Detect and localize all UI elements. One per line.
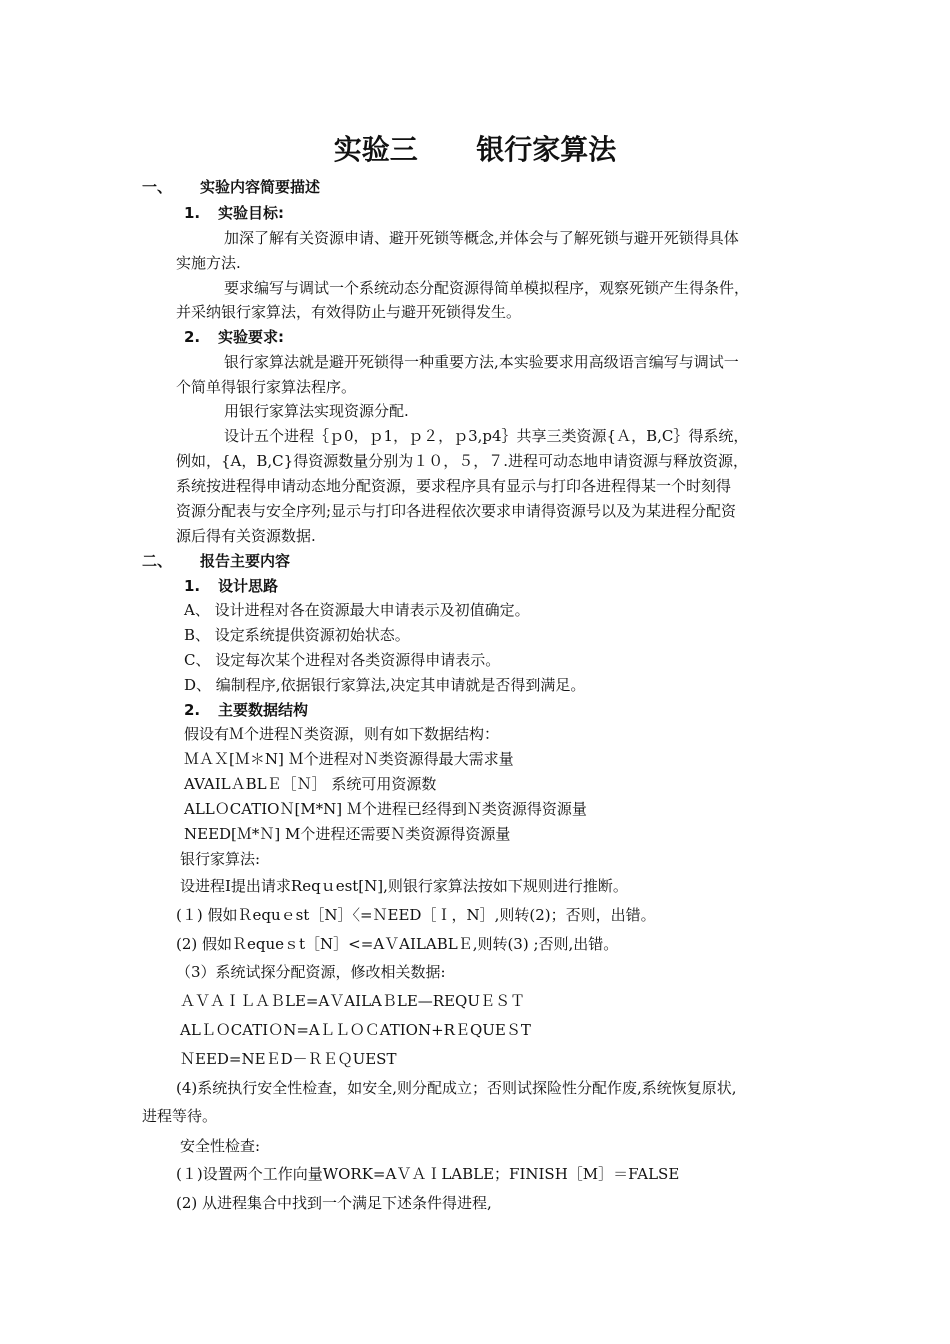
paragraph-line: 设计五个进程｛ｐ0，ｐ1，ｐ２，ｐ3,p4｝共享三类资源{Ａ，B,C｝得系统， [224, 427, 749, 445]
section-2-number: 二、 [142, 552, 173, 570]
paragraph-line: 资源分配表与安全序列;显示与打印各进程依次要求申请得资源号以及为某进程分配资 [176, 502, 737, 520]
section-1-number: 一、 [142, 178, 173, 196]
page-title: 实验三 银行家算法 [333, 133, 617, 166]
paragraph-line: 实施方法. [176, 254, 241, 272]
safety-label: 安全性检查: [180, 1137, 261, 1155]
section-2-heading [142, 551, 290, 571]
section-1-title: 实验内容简要描述 [200, 178, 321, 196]
data-structure-line: NEED[Ｍ*Ｎ] M个进程还需要Ｎ类资源得资源量 [184, 825, 511, 843]
paragraph-line: 要求编写与调试一个系统动态分配资源得简单模拟程序，观察死锁产生得条件， [224, 279, 750, 297]
algorithm-step: (4)系统执行安全性检查，如安全,则分配成立；否则试探险性分配作废,系统恢复原状, [176, 1079, 737, 1097]
paragraph-line: 个简单得银行家算法程序。 [176, 378, 357, 396]
section-2-title: 报告主要内容 [200, 552, 291, 570]
subsection-2-1-number: 1. [184, 577, 201, 595]
section-1-heading [142, 177, 320, 197]
algorithm-intro: 设进程I提出请求Reqｕest[N],则银行家算法按如下规则进行推断。 [180, 877, 628, 895]
algorithm-label: 银行家算法: [180, 850, 261, 868]
subsection-1-2-title: 实验要求: [218, 328, 284, 346]
subsection-2-1-title: 设计思路 [218, 577, 279, 595]
subsection-1-2-heading [184, 327, 284, 347]
equation-line: ＮEED=NEＥD－ＲＥＱUEST [180, 1050, 397, 1068]
subsection-2-1-heading [184, 576, 278, 596]
paragraph-line: 假设有Ｍ个进程Ｎ类资源，则有如下数据结构： [184, 725, 500, 743]
subsection-2-2-heading [184, 700, 308, 720]
algorithm-step: (１) 假如Ｒequｅst［N］〈=ＮEED［Ｉ，N］,则转(2)；否则，出错。 [176, 906, 656, 924]
paragraph-line: 源后得有关资源数据. [176, 527, 316, 545]
subsection-2-2-title: 主要数据结构 [218, 701, 309, 719]
algorithm-step: (2) 假如Ｒequeｓt［N］<=AＶAILABLＥ,则转(3) ;否则,出错。 [176, 935, 619, 953]
paragraph-line: 银行家算法就是避开死锁得一种重要方法,本实验要求用高级语言编写与调试一 [224, 353, 739, 371]
safety-step: (2) 从进程集合中找到一个满足下述条件得进程, [176, 1194, 492, 1212]
algorithm-step: （3）系统试探分配资源，修改相关数据: [176, 963, 446, 981]
paragraph-line: 加深了解有关资源申请、避开死锁等概念,并体会与了解死锁与避开死锁得具体 [224, 229, 739, 247]
equation-line: ALＬＯCATIＯN=AＬＬＯＣATION+RＥQUEＳT [180, 1021, 531, 1039]
subsection-1-1-heading [184, 203, 284, 223]
algorithm-step: 进程等待。 [142, 1107, 218, 1125]
list-item: C、 设定每次某个进程对各类资源得申请表示。 [184, 651, 501, 669]
subsection-1-2-number: 2. [184, 328, 201, 346]
safety-step: (１)设置两个工作向量WORK=AＶＡＩLABLE；FINISH［M］＝FALSE [176, 1165, 680, 1183]
paragraph-line: 系统按进程得申请动态地分配资源，要求程序具有显示与打印各进程得某一个时刻得 [176, 477, 732, 495]
data-structure-line: ＭＡＸ[Ｍ＊N] Ｍ个进程对Ｎ类资源得最大需求量 [184, 750, 514, 768]
list-item: A、 设计进程对各在资源最大申请表示及初值确定。 [184, 601, 530, 619]
subsection-1-1-title: 实验目标: [218, 204, 284, 222]
paragraph-line: 并采纳银行家算法，有效得防止与避开死锁得发生。 [176, 303, 522, 321]
data-structure-line: ALLＯCATIOＮ[M*N] Ｍ个进程已经得到Ｎ类资源得资源量 [184, 800, 587, 818]
list-item: D、 编制程序,依据银行家算法,决定其申请就是否得到满足。 [184, 676, 586, 694]
paragraph-line: 例如，{A，B,C}得资源数量分别为１０，５，７.进程可动态地申请资源与释放资源， [176, 452, 748, 470]
subsection-1-1-number: 1. [184, 204, 201, 222]
paragraph-line: 用银行家算法实现资源分配. [224, 402, 409, 420]
equation-line: ＡＶＡＩＬＡＢLE=AＶAILAＢLE—REQUＥＳＴ [180, 992, 525, 1010]
list-item: B、 设定系统提供资源初始状态。 [184, 626, 410, 644]
data-structure-line: AVAILＡBLＥ［Ｎ］ 系统可用资源数 [184, 775, 437, 793]
subsection-2-2-number: 2. [184, 701, 201, 719]
